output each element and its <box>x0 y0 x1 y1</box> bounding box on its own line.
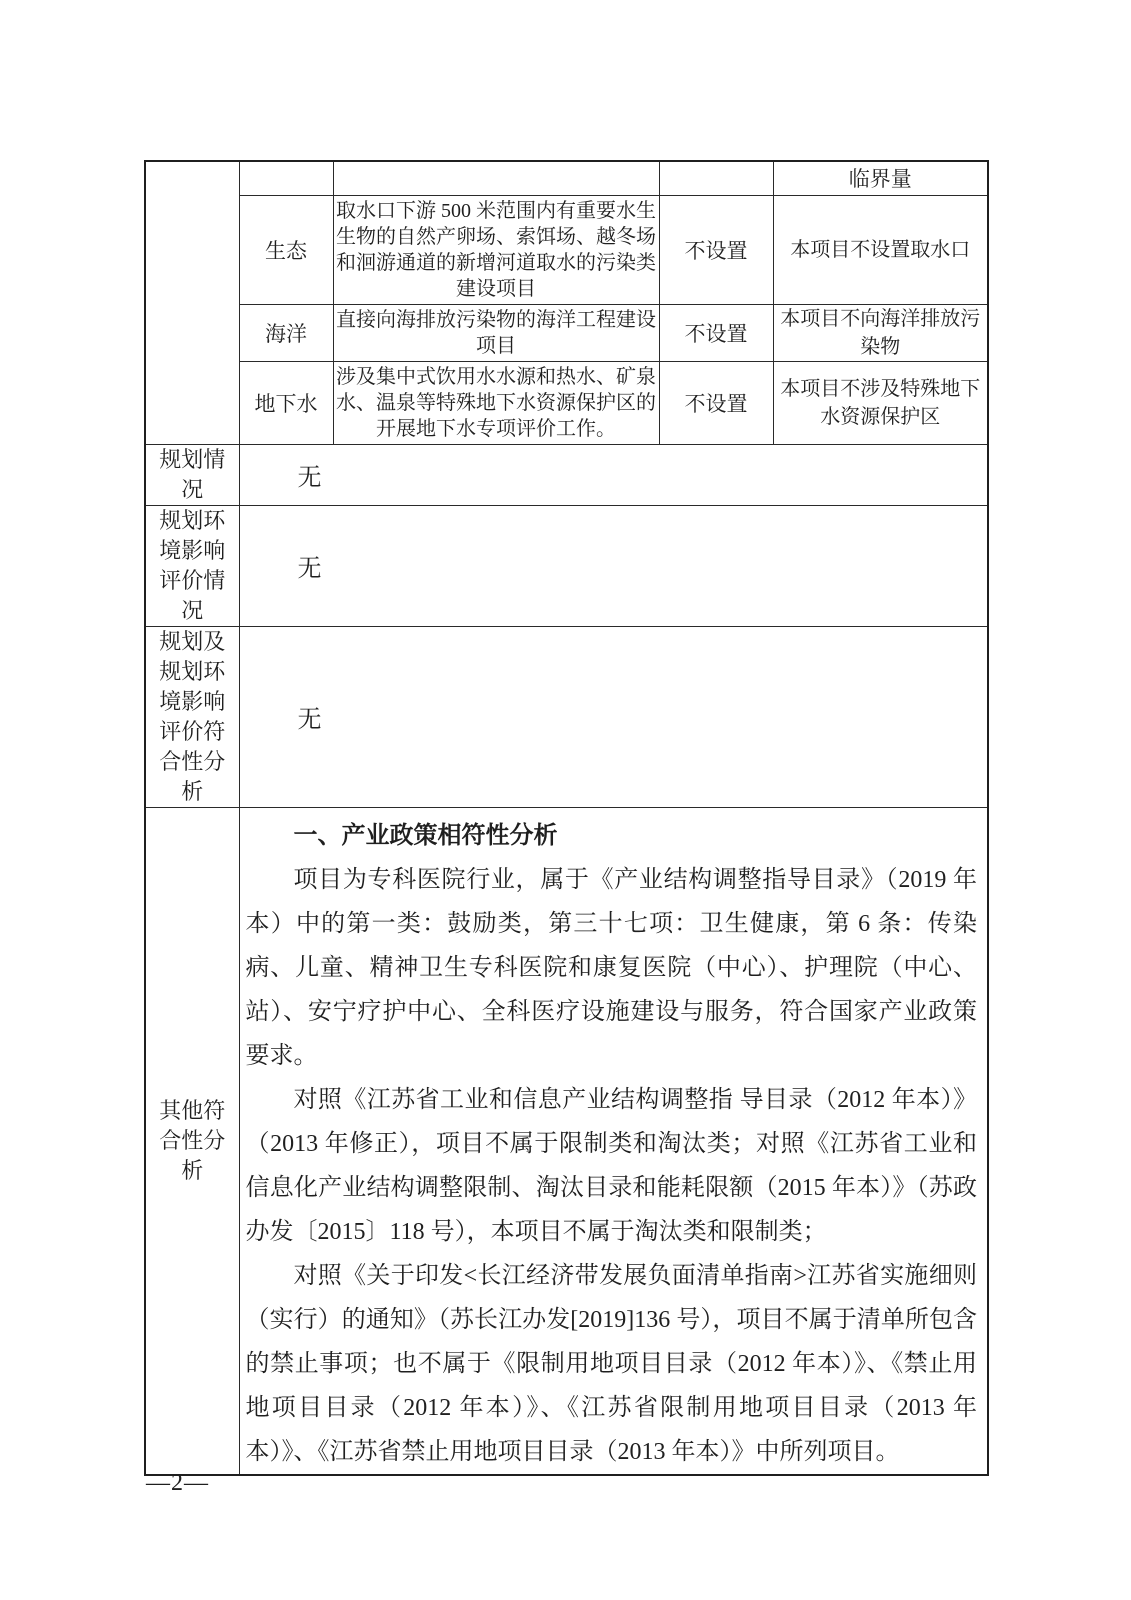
env-description-cell: 取水口下游 500 米范围内有重要水生生物的自然产卵场、索饵场、越冬场和洄游通道的新增河道取水的污染类建设项目 <box>333 195 659 304</box>
other-analysis-label-cell: 其他符合性分析 <box>145 807 239 1475</box>
env-description-cell: 直接向海排放污染物的海洋工程建设项目 <box>333 304 659 361</box>
policy-paragraph-3: 对照《关于印发<长江经济带发展负面清单指南>江苏省实施细则（实行）的通知》（苏长江办发[2019]136 号），项目不属于清单所包含的禁止事项；也不属于《限制用地项目目录（2012 年本）》、《禁止用地项目目录（2012 年本）》、《江苏省限制用地项目目录（2013 年本）》、《江苏省禁止用地项目目录（2013 年本）》中所列项目。 <box>245 1262 977 1465</box>
page-number: —2— <box>146 1470 209 1496</box>
section-value-cell: 无 <box>239 505 988 626</box>
header-empty-cell-1 <box>239 161 333 195</box>
section-label-cell: 规划及规划环境影响评价符合性分析 <box>145 626 239 807</box>
policy-section-heading: 一、产业政策相符性分析 <box>293 822 558 849</box>
merged-empty-label-cell <box>145 161 239 444</box>
table-row-planning-eia <box>145 505 988 626</box>
table-header-row <box>145 161 988 195</box>
env-category-cell: 地下水 <box>239 361 333 444</box>
env-setting-cell: 不设置 <box>659 361 773 444</box>
section-value-cell: 无 <box>239 444 988 505</box>
env-note-cell: 本项目不涉及特殊地下水资源保护区 <box>773 361 988 444</box>
header-empty-cell-3 <box>659 161 773 195</box>
env-category-cell: 生态 <box>239 195 333 304</box>
table-row-ocean <box>145 304 988 361</box>
header-criteria-cell: 临界量 <box>773 161 988 195</box>
header-empty-cell-2 <box>333 161 659 195</box>
env-description-cell: 涉及集中式饮用水水源和热水、矿泉水、温泉等特殊地下水资源保护区的开展地下水专项评价工作。 <box>333 361 659 444</box>
other-analysis-content-cell <box>239 807 988 1475</box>
table-row-groundwater <box>145 361 988 444</box>
assessment-table <box>144 160 989 1476</box>
table-row-planning-conformity <box>145 626 988 807</box>
env-category-cell: 海洋 <box>239 304 333 361</box>
table-row-other-conformity <box>145 807 988 1475</box>
env-setting-cell: 不设置 <box>659 195 773 304</box>
policy-paragraph-1: 项目为专科医院行业，属于《产业结构调整指导目录》（2019 年本）中的第一类：鼓励类，第三十七项：卫生健康，第 6 条：传染病、儿童、精神卫生专科医院和康复医院（中心）、护理院（中心、站）、安宁疗护中心、全科医疗设施建设与服务，符合国家产业政策要求。 <box>245 866 977 1069</box>
section-label-cell: 规划情况 <box>145 444 239 505</box>
env-note-cell: 本项目不向海洋排放污染物 <box>773 304 988 361</box>
env-note-cell: 本项目不设置取水口 <box>773 195 988 304</box>
section-value-cell: 无 <box>239 626 988 807</box>
policy-paragraph-2: 对照《江苏省工业和信息产业结构调整指 导目录（2012 年本）》（2013 年修正），项目不属于限制类和淘汰类；对照《江苏省工业和信息化产业结构调整限制、淘汰目录和能耗限额（2015 年本）》（苏政办发〔2015〕118 号），本项目不属于淘汰类和限制类； <box>245 1086 977 1245</box>
env-setting-cell: 不设置 <box>659 304 773 361</box>
table-row-ecology <box>145 195 988 304</box>
section-label-cell: 规划环境影响评价情况 <box>145 505 239 626</box>
table-row-planning <box>145 444 988 505</box>
